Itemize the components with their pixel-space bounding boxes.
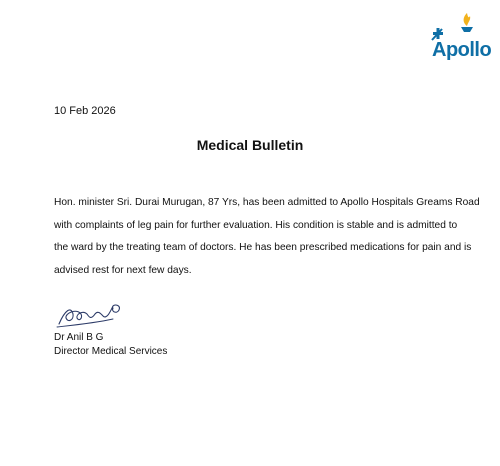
torch-shape [461, 27, 473, 32]
signature-underline [57, 319, 113, 327]
bulletin-title: Medical Bulletin [196, 137, 304, 153]
signatory-name: Dr Anil B G [54, 332, 104, 343]
signature-drawing [55, 296, 127, 332]
apollo-logo-text: Apollo [432, 39, 492, 61]
body-line: Hon. minister Sri. Durai Murugan, 87 Yrs, has been admitted to Apollo Hospitals Greams Road [54, 197, 480, 208]
body-line: advised rest for next few days. [54, 264, 192, 276]
handwritten-signature [55, 296, 127, 332]
signatory-designation: Director Medical Services [54, 346, 168, 357]
bulletin-date: 10 Feb 2026 [54, 105, 116, 117]
bulletin-body [54, 192, 480, 282]
body-line: the ward by the treating team of doctors. He has been prescribed medications for pain and is [54, 242, 472, 253]
signature-stroke [59, 305, 119, 324]
flame-shape [464, 13, 471, 26]
body-line: with complaints of leg pain for further evaluation. His condition is stable and is admitted to [54, 219, 458, 231]
